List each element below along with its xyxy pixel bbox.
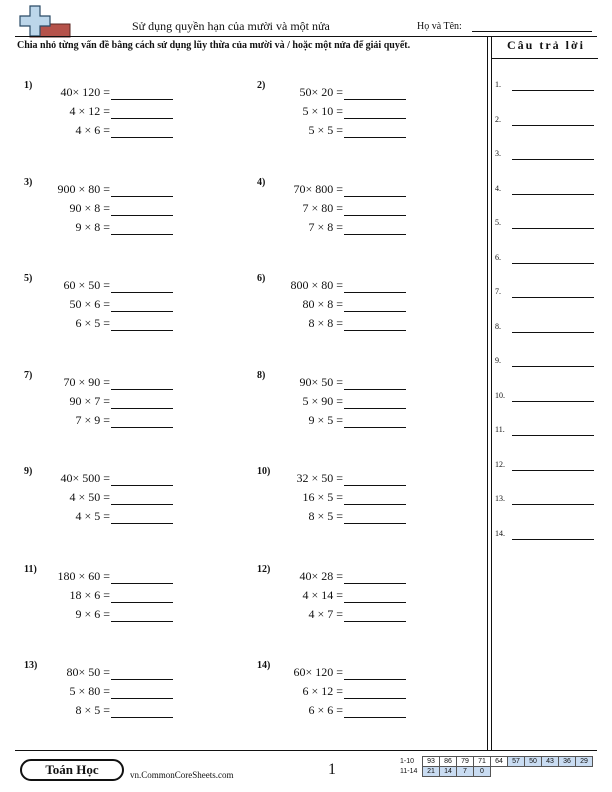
- instructions: Chia nhỏ từng vấn đề bằng cách sử dụng lũy thừa của mười và / hoặc một nửa để giải quyết.: [17, 40, 411, 51]
- answer-blank[interactable]: [512, 297, 594, 298]
- answer-blank[interactable]: [344, 609, 406, 622]
- problem-number: 4): [257, 177, 266, 188]
- equation-text: 7 × 8 =: [308, 220, 343, 234]
- equation-text: 70 × 90 =: [63, 375, 110, 389]
- answer-blank[interactable]: [111, 492, 173, 505]
- score-cell: 21: [423, 767, 440, 777]
- equation-line: [257, 569, 406, 584]
- answer-blank[interactable]: [512, 263, 594, 264]
- equation-line: [257, 607, 406, 622]
- equation-text: 50× 20 =: [299, 85, 343, 99]
- problem-number: 2): [257, 80, 266, 91]
- equation-line: [257, 316, 406, 331]
- problem-item: [257, 273, 467, 343]
- answer-blank[interactable]: [344, 299, 406, 312]
- worksheet-title: Sử dụng quyền hạn của mười và một nửa: [132, 19, 330, 33]
- answer-row: [495, 149, 595, 163]
- equation-text: 4 × 12 =: [69, 104, 110, 118]
- answer-blank[interactable]: [111, 686, 173, 699]
- equation-line: [257, 588, 406, 603]
- answer-number: 10.: [495, 390, 505, 400]
- answer-blank[interactable]: [111, 184, 173, 197]
- answer-row: [495, 391, 595, 405]
- score-cell: 14: [440, 767, 457, 777]
- score-row: [398, 767, 593, 777]
- header-divider: [15, 36, 597, 37]
- equation-line: [24, 123, 173, 138]
- equation-line: [24, 665, 173, 680]
- score-cell: 0: [474, 767, 491, 777]
- answer-blank[interactable]: [344, 106, 406, 119]
- problem-number: 6): [257, 273, 266, 284]
- problem-item: [24, 370, 234, 440]
- equation-line: [24, 201, 173, 216]
- problem-number: 9): [24, 466, 33, 477]
- answer-blank[interactable]: [111, 125, 173, 138]
- equation-text: 40× 500 =: [60, 471, 110, 485]
- answer-row: [495, 494, 595, 508]
- answer-blank[interactable]: [111, 318, 173, 331]
- problem-number: 14): [257, 660, 271, 671]
- answer-blank[interactable]: [111, 511, 173, 524]
- equation-line: [257, 471, 406, 486]
- equation-text: 80 × 8 =: [302, 297, 343, 311]
- equation-line: [24, 703, 173, 718]
- equation-line: [24, 569, 173, 584]
- answer-number: 4.: [495, 183, 501, 193]
- answer-blank[interactable]: [111, 106, 173, 119]
- answer-row: [495, 184, 595, 198]
- answer-blank[interactable]: [344, 473, 406, 486]
- equation-line: [257, 394, 406, 409]
- problem-item: [24, 177, 234, 247]
- answer-blank[interactable]: [512, 194, 594, 195]
- answer-blank[interactable]: [512, 401, 594, 402]
- equation-text: 900 × 80 =: [57, 182, 110, 196]
- problem-item: [24, 273, 234, 343]
- problem-item: [24, 564, 234, 634]
- answer-blank[interactable]: [512, 504, 594, 505]
- equation-text: 5 × 5 =: [308, 123, 343, 137]
- answer-row: [495, 253, 595, 267]
- equation-line: [24, 375, 173, 390]
- answer-blank[interactable]: [111, 590, 173, 603]
- equation-line: [257, 201, 406, 216]
- answer-blank[interactable]: [344, 511, 406, 524]
- answer-blank[interactable]: [512, 228, 594, 229]
- equation-line: [24, 684, 173, 699]
- score-range-label: 1-10: [400, 758, 415, 765]
- site-url: vn.CommonCoreSheets.com: [130, 770, 234, 780]
- equation-line: [24, 413, 173, 428]
- answer-blank[interactable]: [111, 222, 173, 235]
- problem-number: 3): [24, 177, 33, 188]
- problem-number: 12): [257, 564, 271, 575]
- answer-number: 8.: [495, 321, 501, 331]
- answer-blank[interactable]: [111, 87, 173, 100]
- equation-text: 90 × 7 =: [69, 394, 110, 408]
- equation-text: 7 × 9 =: [75, 413, 110, 427]
- answer-blank[interactable]: [512, 125, 594, 126]
- answer-number: 1.: [495, 80, 501, 89]
- equation-line: [24, 278, 173, 293]
- equation-line: [24, 297, 173, 312]
- answer-blank[interactable]: [344, 203, 406, 216]
- answer-row: [495, 115, 595, 129]
- equation-line: [24, 588, 173, 603]
- problem-item: [24, 466, 234, 536]
- answer-number: 3.: [495, 149, 501, 158]
- answer-number: 2.: [495, 114, 501, 124]
- answer-number: 12.: [495, 459, 505, 469]
- equation-text: 16 × 5 =: [302, 490, 343, 504]
- equation-line: [24, 607, 173, 622]
- equation-line: [257, 509, 406, 524]
- score-cell: 64: [491, 757, 508, 767]
- answer-blank[interactable]: [344, 184, 406, 197]
- answer-blank[interactable]: [111, 280, 173, 293]
- equation-line: [257, 703, 406, 718]
- score-table: [398, 756, 593, 777]
- equation-line: [24, 509, 173, 524]
- answer-blank[interactable]: [344, 571, 406, 584]
- equation-text: 90 × 8 =: [69, 201, 110, 215]
- score-cell: 36: [559, 757, 576, 767]
- equation-text: 6 × 5 =: [75, 316, 110, 330]
- problem-item: [257, 466, 467, 536]
- answer-blank[interactable]: [344, 492, 406, 505]
- answer-blank[interactable]: [344, 415, 406, 428]
- score-cell: 29: [576, 757, 593, 767]
- answer-blank[interactable]: [111, 299, 173, 312]
- page-number: 1: [328, 761, 336, 778]
- equation-text: 40× 28 =: [299, 569, 343, 583]
- answer-key-title: Câu trả lời: [507, 38, 585, 52]
- equation-text: 4 × 7 =: [308, 607, 343, 621]
- answer-blank[interactable]: [111, 377, 173, 390]
- equation-text: 7 × 80 =: [302, 201, 343, 215]
- score-cell: 79: [457, 757, 474, 767]
- equation-line: [257, 684, 406, 699]
- score-cell: 57: [508, 757, 525, 767]
- answer-blank[interactable]: [344, 590, 406, 603]
- answer-number: 9.: [495, 356, 501, 365]
- equation-text: 70× 800 =: [293, 182, 343, 196]
- answer-blank[interactable]: [111, 396, 173, 409]
- answer-blank[interactable]: [111, 609, 173, 622]
- answer-blank[interactable]: [344, 280, 406, 293]
- answer-blank[interactable]: [512, 366, 594, 367]
- problem-item: [257, 80, 467, 150]
- answer-row: [495, 529, 595, 543]
- answer-number: 14.: [495, 528, 505, 538]
- equation-text: 32 × 50 =: [296, 471, 343, 485]
- score-cell: 7: [457, 767, 474, 777]
- equation-line: [257, 220, 406, 235]
- answer-row: [495, 218, 595, 232]
- equation-line: [24, 182, 173, 197]
- score-row: [398, 757, 593, 767]
- name-label: Họ và Tên:: [417, 21, 462, 32]
- answer-row: [495, 356, 595, 370]
- equation-line: [257, 104, 406, 119]
- answer-blank[interactable]: [344, 377, 406, 390]
- equation-text: 9 × 6 =: [75, 607, 110, 621]
- equation-line: [24, 490, 173, 505]
- equation-line: [257, 413, 406, 428]
- answer-blank[interactable]: [512, 435, 594, 436]
- answer-number: 11.: [495, 425, 505, 434]
- equation-text: 5 × 10 =: [302, 104, 343, 118]
- brand-badge: Toán Học: [20, 759, 124, 781]
- equation-line: [24, 394, 173, 409]
- problem-item: [24, 660, 234, 730]
- plus-logo-icon: [18, 4, 74, 40]
- equation-text: 9 × 5 =: [308, 413, 343, 427]
- footer-divider: [15, 750, 597, 751]
- equation-text: 4 × 50 =: [69, 490, 110, 504]
- answer-blank[interactable]: [111, 415, 173, 428]
- answer-row: [495, 287, 595, 301]
- equation-text: 4 × 14 =: [302, 588, 343, 602]
- answer-blank[interactable]: [111, 705, 173, 718]
- score-cell: 93: [423, 757, 440, 767]
- answer-row: [495, 80, 595, 94]
- answer-row: [495, 460, 595, 474]
- equation-line: [257, 182, 406, 197]
- problem-item: [24, 80, 234, 150]
- problem-number: 5): [24, 273, 33, 284]
- answer-blank[interactable]: [111, 203, 173, 216]
- answer-blank[interactable]: [344, 222, 406, 235]
- problem-number: 10): [257, 466, 271, 477]
- answer-key-divider: [491, 58, 598, 59]
- equation-text: 90× 50 =: [299, 375, 343, 389]
- problem-number: 8): [257, 370, 266, 381]
- answer-blank[interactable]: [344, 705, 406, 718]
- answer-blank[interactable]: [344, 125, 406, 138]
- equation-text: 800 × 80 =: [290, 278, 343, 292]
- problem-item: [257, 564, 467, 634]
- equation-line: [257, 665, 406, 680]
- answer-blank[interactable]: [512, 90, 594, 91]
- answer-blank[interactable]: [344, 87, 406, 100]
- equation-text: 6 × 12 =: [302, 684, 343, 698]
- equation-text: 60 × 50 =: [63, 278, 110, 292]
- equation-line: [24, 471, 173, 486]
- answer-number: 13.: [495, 494, 505, 503]
- problem-item: [257, 177, 467, 247]
- equation-text: 4 × 5 =: [75, 509, 110, 523]
- problem-item: [257, 660, 467, 730]
- equation-text: 6 × 6 =: [308, 703, 343, 717]
- problem-item: [257, 370, 467, 440]
- score-cell: 43: [542, 757, 559, 767]
- score-cell: 71: [474, 757, 491, 767]
- answer-blank[interactable]: [512, 332, 594, 333]
- answer-blank[interactable]: [111, 473, 173, 486]
- equation-line: [257, 123, 406, 138]
- answer-number: 7.: [495, 287, 501, 296]
- answer-blank[interactable]: [512, 470, 594, 471]
- equation-line: [24, 220, 173, 235]
- answer-blank[interactable]: [512, 159, 594, 160]
- equation-text: 8 × 5 =: [75, 703, 110, 717]
- answer-column-border-left: [487, 36, 488, 750]
- problem-number: 1): [24, 80, 33, 91]
- equation-line: [24, 316, 173, 331]
- equation-line: [24, 85, 173, 100]
- problem-number: 11): [24, 564, 37, 575]
- equation-line: [24, 104, 173, 119]
- answer-blank[interactable]: [111, 571, 173, 584]
- equation-text: 9 × 8 =: [75, 220, 110, 234]
- equation-line: [257, 490, 406, 505]
- answer-row: [495, 322, 595, 336]
- equation-line: [257, 85, 406, 100]
- answer-blank[interactable]: [344, 318, 406, 331]
- score-range-label: 11-14: [400, 768, 418, 775]
- equation-text: 8 × 5 =: [308, 509, 343, 523]
- name-field-line[interactable]: [472, 31, 592, 32]
- problem-number: 7): [24, 370, 33, 381]
- answer-row: [495, 425, 595, 439]
- equation-text: 4 × 6 =: [75, 123, 110, 137]
- answer-blank[interactable]: [512, 539, 594, 540]
- answer-blank[interactable]: [344, 686, 406, 699]
- equation-line: [257, 375, 406, 390]
- equation-text: 18 × 6 =: [69, 588, 110, 602]
- equation-line: [257, 278, 406, 293]
- answer-column-border-right: [491, 36, 492, 750]
- answer-blank[interactable]: [344, 667, 406, 680]
- answer-number: 5.: [495, 218, 501, 227]
- equation-line: [257, 297, 406, 312]
- equation-text: 40× 120 =: [60, 85, 110, 99]
- equation-text: 180 × 60 =: [57, 569, 110, 583]
- answer-blank[interactable]: [111, 667, 173, 680]
- answer-blank[interactable]: [344, 396, 406, 409]
- score-cell: 50: [525, 757, 542, 767]
- score-cell: 86: [440, 757, 457, 767]
- equation-text: 5 × 90 =: [302, 394, 343, 408]
- equation-text: 60× 120 =: [293, 665, 343, 679]
- answer-number: 6.: [495, 252, 501, 262]
- equation-text: 80× 50 =: [66, 665, 110, 679]
- equation-text: 50 × 6 =: [69, 297, 110, 311]
- equation-text: 5 × 80 =: [69, 684, 110, 698]
- equation-text: 8 × 8 =: [308, 316, 343, 330]
- problem-number: 13): [24, 660, 38, 671]
